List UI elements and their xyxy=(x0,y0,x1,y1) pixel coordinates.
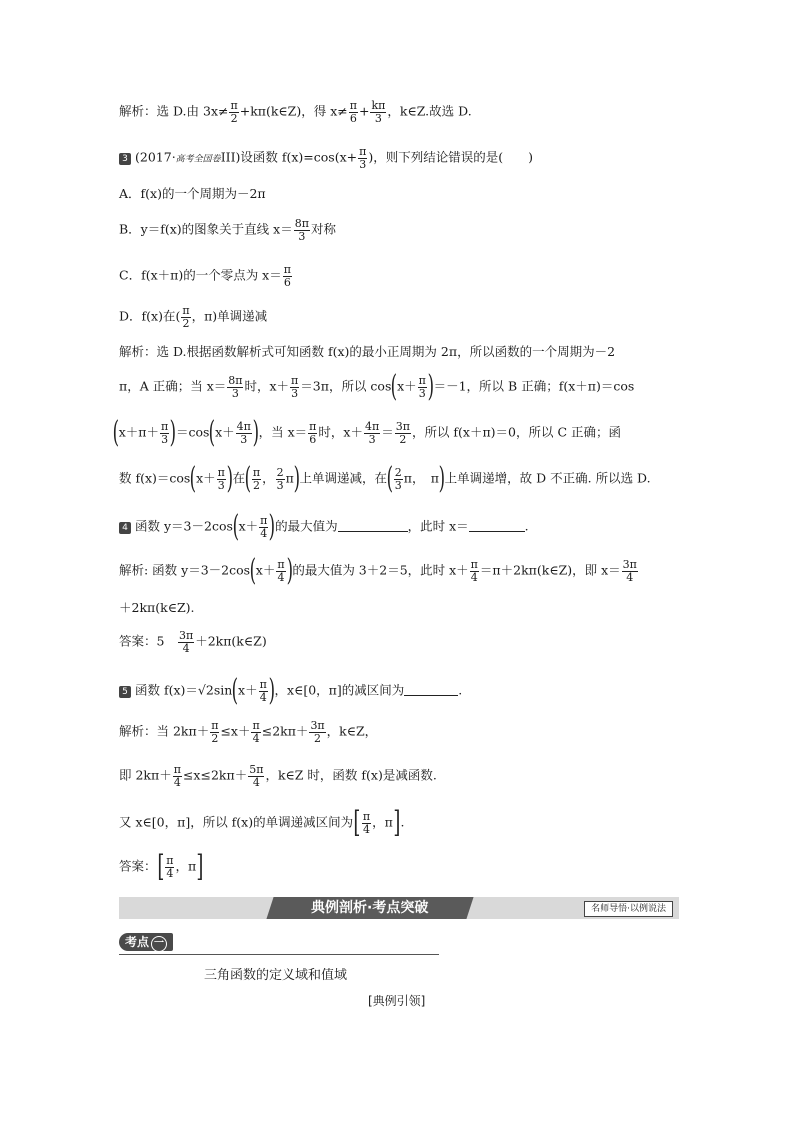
answer-5: 答案：[ $\frac{\pi}{4}$ ，π] xyxy=(119,849,204,884)
fraction: $\frac{8\pi}{3}$ xyxy=(294,217,309,243)
text: (2017· xyxy=(135,149,176,165)
option-b: B．y＝f(x)的图象关于直线 x＝ $\frac{8\pi}{3}$ 对称 xyxy=(119,217,336,243)
question-5-stem: 5 函数 f(x)＝√2sin(x＋ $\frac{\pi}{4}$ )，x∈[0，π]的减区间为 . xyxy=(119,676,462,706)
text: ，k∈Z.故选 D. xyxy=(387,103,472,119)
kaodian-label: 考点 一 xyxy=(119,933,173,951)
solution-3-line-4: 数 f(x)＝cos(x＋ $\frac{\pi}{3}$ )在( $\frac{\pi}{2}$ ， $\frac{2}{3}$ π)上单调递减，在( $\frac{2}{3}$ π， π)上单调递增，故 D 不正确. 所以选 D. xyxy=(119,461,651,496)
fraction: $\frac{\pi}{3}$ xyxy=(359,145,367,171)
solution-5-line-1: 解析：当 2kπ＋ $\frac{\pi}{2}$ ≤x＋ $\frac{\pi}{4}$ ≤2kπ＋ $\frac{3\pi}{2}$ ，k∈Z， xyxy=(119,719,378,745)
question-4-stem: 4 函数 y＝3－2cos(x＋ $\frac{\pi}{4}$ )的最大值为 ，此时 x＝ . xyxy=(119,512,529,542)
solution-4-line-1: 解析: 函数 y＝3－2cos(x＋ $\frac{\pi}{4}$ )的最大值为 3＋2＝5，此时 x＋ $\frac{\pi}{4}$ ＝π＋2kπ(k∈Z)，即 x＝ $\frac{3\pi}{4}$ xyxy=(119,553,637,588)
prev-solution-line xyxy=(119,100,472,124)
text: III)设函数 f(x)=cos(x+ xyxy=(220,149,358,165)
section-banner xyxy=(119,897,679,919)
fraction: $\frac{\pi}{6}$ xyxy=(283,263,291,289)
solution-4-line-2: ＋2kπ(k∈Z). xyxy=(119,600,195,615)
solution-5-line-3: 又 x∈[0，π]，所以 f(x)的单调递减区间为[ $\frac{\pi}{4}$ ，π]. xyxy=(119,805,405,840)
fraction: $\frac{\pi}{2}$ xyxy=(230,99,238,125)
answer-blank[interactable] xyxy=(469,519,525,532)
section-banner-tag: 名师导悟·以例说法 xyxy=(584,901,673,917)
solution-3-line-1: 解析：选 D.根据函数解析式可知函数 f(x)的最小正周期为 2π，所以函数的一个周期为－2 xyxy=(119,344,616,359)
section-banner-title: 典例剖析·考点突破 xyxy=(266,897,473,919)
fraction: $\frac{k\pi}{3}$ xyxy=(371,99,386,125)
typical-example-heading: [典例引领] xyxy=(368,994,426,1008)
answer-blank[interactable] xyxy=(338,519,408,532)
kaodian-title: 三角函数的定义域和值域 xyxy=(204,968,348,983)
solution-3-line-3: (x＋π＋ $\frac{\pi}{3}$ )＝cos(x＋ $\frac{4\pi}{3}$ )，当 x＝ $\frac{\pi}{6}$ 时，x＋ $\frac{4\pi}{3}$ ＝ $\frac{3\pi}{2}$ ，所以 f(x＋π)＝0，所以 C 正确；函 xyxy=(112,415,622,450)
solution-5-line-2: 即 2kπ＋ $\frac{\pi}{4}$ ≤x≤2kπ＋ $\frac{5\pi}{4}$ ，k∈Z 时，函数 f(x)是减函数. xyxy=(119,763,437,789)
text: + xyxy=(358,103,370,119)
answer-4: 答案：5 $\frac{3\pi}{4}$ ＋2kπ(k∈Z) xyxy=(119,629,267,655)
text: +kπ(k∈Z)，得 x≠ xyxy=(239,103,348,119)
fraction: $\frac{\pi}{2}$ xyxy=(182,304,190,330)
solution-3-line-2: π，A 正确；当 x＝ $\frac{8\pi}{3}$ 时，x＋ $\frac{\pi}{3}$ ＝3π，所以 cos(x＋ $\frac{\pi}{3}$ )＝－1，所以 B 正确；f(x＋π)＝cos xyxy=(119,369,635,404)
question-number-badge: 4 xyxy=(119,522,131,534)
text: )，则下列结论错误的是( ) xyxy=(368,149,533,165)
option-c: C．f(x＋π)的一个零点为 x＝ $\frac{\pi}{6}$ xyxy=(119,263,291,289)
question-3-stem xyxy=(119,146,533,170)
option-d: D．f(x)在( $\frac{\pi}{2}$ ，π)单调递减 xyxy=(119,304,268,330)
answer-blank[interactable] xyxy=(404,683,458,696)
question-number-badge: 3 xyxy=(119,153,131,165)
text: 解析：选 D.由 3x≠ xyxy=(119,103,229,119)
option-a: A．f(x)的一个周期为－2π xyxy=(119,186,266,201)
question-number-badge: 5 xyxy=(119,686,131,698)
source-label: 高考全国卷 xyxy=(175,154,221,165)
fraction: $\frac{\pi}{6}$ xyxy=(349,99,357,125)
kaodian-rule xyxy=(119,954,439,955)
